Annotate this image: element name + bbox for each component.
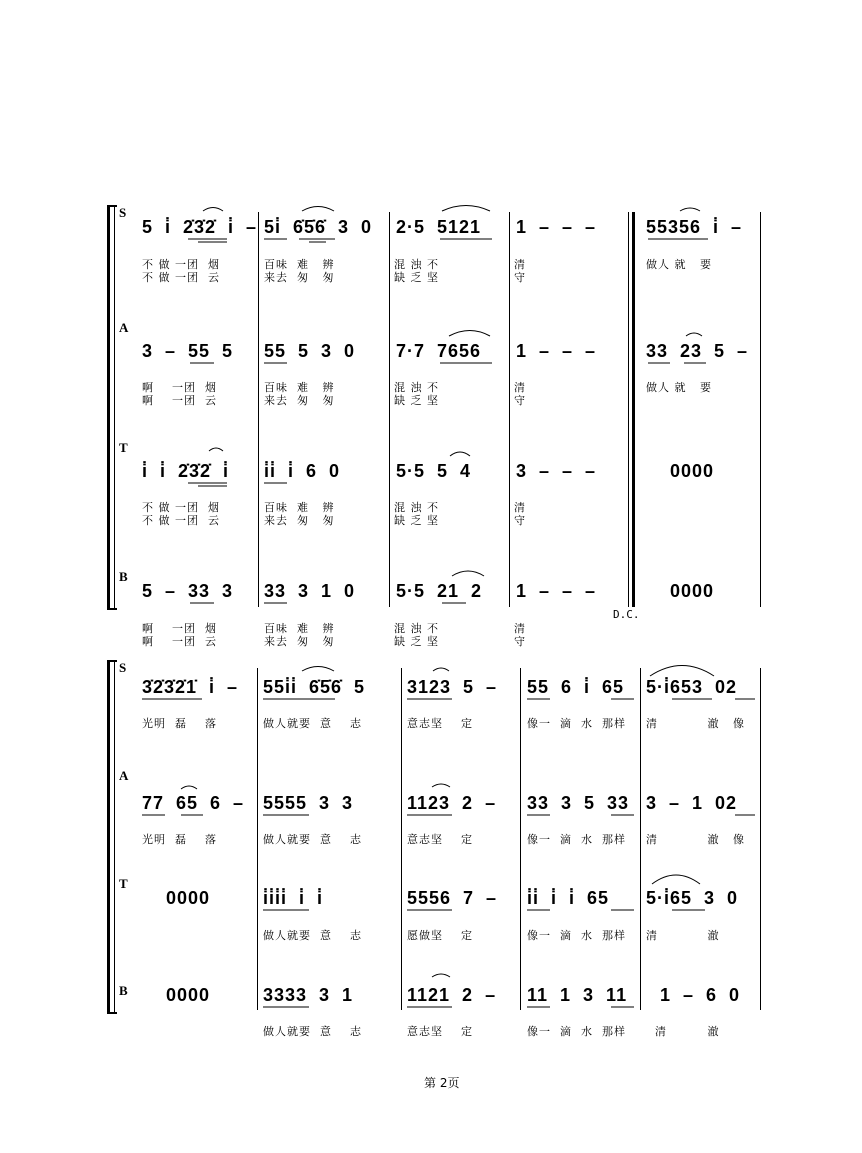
lyric: 做人 就 要 — [646, 381, 712, 394]
measure: 5i̇ 6̇5̇6̇ 3 0 — [264, 217, 373, 237]
lyric: 混 浊 不 — [394, 622, 439, 635]
measure: 1 – – – — [516, 581, 597, 601]
measure: 3̇2̇3̇2̇1̇ i̇ – — [142, 677, 239, 697]
lyric: 意志坚 定 — [407, 833, 473, 846]
lyric: 像一 滴 水 那样 — [527, 833, 626, 846]
lyric: 混 浊 不 — [394, 381, 439, 394]
lyric: 像一 滴 水 那样 — [527, 929, 626, 942]
lyric: 不 做 一团 云 — [142, 514, 220, 527]
measure: 5·i̇653 02 — [646, 677, 738, 697]
lyric: 混 浊 不 — [394, 258, 439, 271]
lyric: 守 — [514, 514, 526, 527]
measure: 55i̇i̇ 6̇5̇6̇ 5 — [263, 677, 366, 697]
lyric: 做人 就 要 — [646, 258, 712, 271]
lyric: 做人就要 意 志 — [263, 717, 362, 730]
measure: 33 3 5 33 — [527, 793, 630, 813]
lyric: 百味 难 辨 — [264, 501, 335, 514]
part-label-alto: A — [119, 320, 129, 335]
measure: 3 – 55 5 — [142, 341, 234, 361]
lyric: 来去 匆 匆 — [264, 271, 335, 284]
lyric: 清 澈 — [646, 929, 720, 942]
lyric: 光明 磊 落 — [142, 833, 217, 846]
part-label-tenor: T — [119, 876, 128, 891]
part-label-bass: B — [119, 983, 128, 998]
measure: 5555 3 3 — [263, 793, 354, 813]
lyric: 做人就要 意 志 — [263, 929, 362, 942]
measure: i̇i̇ i̇ 6 0 — [264, 461, 341, 481]
measure: 55 6 i̇ 65 — [527, 677, 625, 697]
lyric: 混 浊 不 — [394, 501, 439, 514]
measure: 1 – – – — [516, 217, 597, 237]
measure: 5 – 33 3 — [142, 581, 234, 601]
measure: 0000 — [166, 888, 211, 908]
part-label-alto: A — [119, 768, 129, 783]
measure: 55 5 3 0 — [264, 341, 356, 361]
lyric: 守 — [514, 271, 526, 284]
lyric: 百味 难 辨 — [264, 622, 335, 635]
lyric: 缺 乏 坚 — [394, 271, 439, 284]
lyric: 清 — [514, 501, 526, 514]
lyric: 光明 磊 落 — [142, 717, 217, 730]
measure: 5·5 5 4 — [396, 461, 472, 481]
measure: 5·5 21 2 — [396, 581, 483, 601]
measure: 7·7 7656 — [396, 341, 482, 361]
measure: 0000 — [166, 985, 211, 1005]
lyric: 来去 匆 匆 — [264, 514, 335, 527]
measure: 0000 — [670, 461, 715, 481]
measure: 33 23 5 – — [646, 341, 749, 361]
part-label-bass: B — [119, 569, 128, 584]
measure: 1121 2 – — [407, 985, 497, 1005]
measure: 3 – 1 02 — [646, 793, 738, 813]
lyric: 不 做 一团 烟 — [142, 501, 220, 514]
lyric: 清 澈 像 — [646, 833, 745, 846]
measure: 3 – – – — [516, 461, 597, 481]
measure: 5556 7 – — [407, 888, 498, 908]
lyric: 做人就要 意 志 — [263, 1025, 362, 1038]
lyric: 啊 一团 云 — [142, 635, 217, 648]
lyric: 百味 难 辨 — [264, 381, 335, 394]
measure: 33 3 1 0 — [264, 581, 356, 601]
lyric: 清 — [514, 622, 526, 635]
lyric: 守 — [514, 394, 526, 407]
lyric: 清 — [514, 381, 526, 394]
lyric: 啊 一团 云 — [142, 394, 217, 407]
lyric: 清 澈 像 — [646, 717, 745, 730]
measure: 3123 5 – — [407, 677, 498, 697]
lyric: 不 做 一团 烟 — [142, 258, 220, 271]
lyric: 守 — [514, 635, 526, 648]
lyric: 像一 滴 水 那样 — [527, 1025, 626, 1038]
lyric: 缺 乏 坚 — [394, 635, 439, 648]
lyric: 像一 滴 水 那样 — [527, 717, 626, 730]
lyric: 意志坚 定 — [407, 1025, 473, 1038]
lyric: 百味 难 辨 — [264, 258, 335, 271]
measure: 3333 3 1 — [263, 985, 354, 1005]
lyric: 不 做 一团 云 — [142, 271, 220, 284]
measure: 2·5 5121 — [396, 217, 482, 237]
lyric: 来去 匆 匆 — [264, 635, 335, 648]
lyric: 缺 乏 坚 — [394, 394, 439, 407]
part-label-soprano: S — [119, 660, 127, 675]
measure: 0000 — [670, 581, 715, 601]
measure: i̇ i̇ 2̇3̇2̇ i̇ — [142, 461, 230, 481]
measure: 1123 2 – — [407, 793, 497, 813]
dc-marking: D.C. — [613, 608, 640, 621]
measure: 1 – 6 0 — [660, 985, 741, 1005]
measure: 77 65 6 – — [142, 793, 245, 813]
measure: i̇i̇i̇i̇ i̇ i̇ — [263, 888, 324, 908]
lyric: 来去 匆 匆 — [264, 394, 335, 407]
lyric: 啊 一团 烟 — [142, 622, 217, 635]
measure: 55356 i̇ – — [646, 217, 743, 237]
page-number: 第 2页 — [424, 1076, 460, 1090]
part-label-tenor: T — [119, 440, 128, 455]
lyric: 清 澈 — [646, 1025, 720, 1038]
measure: 5·i̇65 3 0 — [646, 888, 739, 908]
lyric: 啊 一团 烟 — [142, 381, 217, 394]
part-label-soprano: S — [119, 205, 127, 220]
measure: 5 i̇ 2̇3̇2̇ i̇ – — [142, 217, 258, 237]
lyric: 愿做坚 定 — [407, 929, 473, 942]
lyric: 意志坚 定 — [407, 717, 473, 730]
lyric: 做人就要 意 志 — [263, 833, 362, 846]
measure: 11 1 3 11 — [527, 985, 628, 1005]
lyric: 清 — [514, 258, 526, 271]
measure: i̇i̇ i̇ i̇ 65 — [527, 888, 610, 908]
measure: 1 – – – — [516, 341, 597, 361]
lyric: 缺 乏 坚 — [394, 514, 439, 527]
